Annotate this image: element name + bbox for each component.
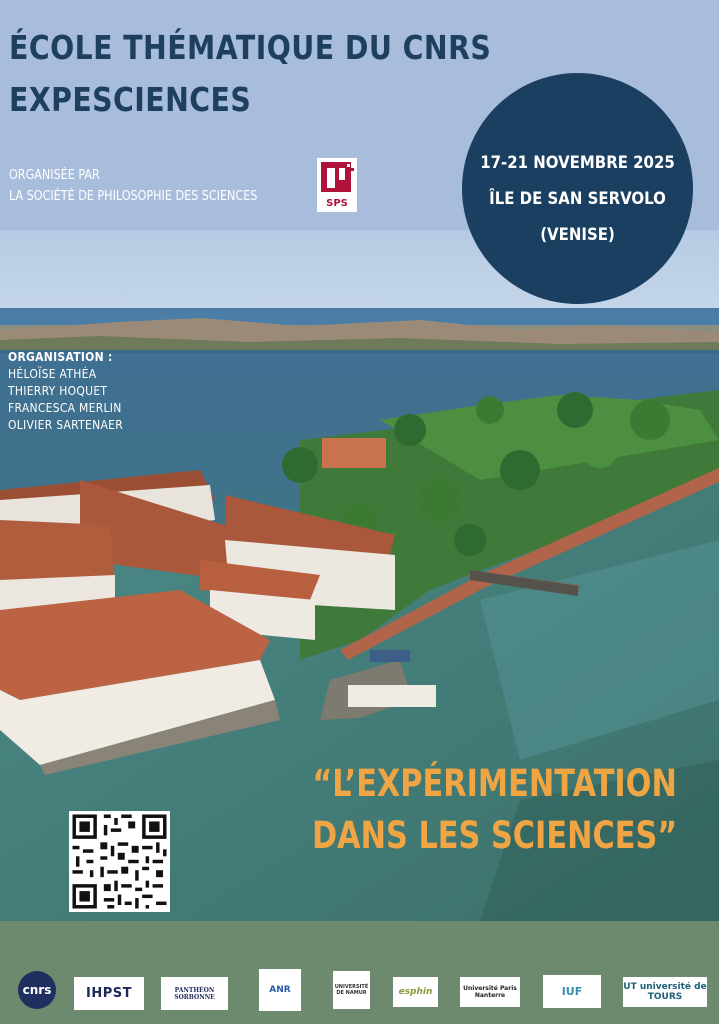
theme-title [312,758,677,862]
organizer-block [9,165,257,207]
organiser-name: OLIVIER SARTENAER [8,418,124,432]
sps-logo-mark-icon [317,158,357,198]
qr-code[interactable] [69,811,170,912]
ihpst-logo: IHPST [74,977,144,1010]
event-city: (VENISE) [540,225,615,245]
organized-by-label: ORGANISÉE PAR [9,168,100,183]
universite-de-namur-logo: UNIVERSITÉ DE NAMUR [333,971,370,1009]
organiser-name: THIERRY HOQUET [8,384,108,398]
theme-line-1: “L’EXPÉRIMENTATION [312,762,677,805]
page-title [9,22,491,126]
event-dates: 17-21 NOVEMBRE 2025 [480,153,675,173]
anr-logo: ANR [259,969,301,1011]
event-place: ÎLE DE SAN SERVOLO [489,189,666,209]
pantheon-sorbonne-logo: PANTHÉON SORBONNE [161,977,228,1010]
universite-paris-nanterre-logo: Université Paris Nanterre [460,977,520,1007]
cnrs-logo: cnrs [18,971,56,1009]
sps-logo [317,158,357,212]
organizer-name: LA SOCIÉTÉ DE PHILOSOPHIE DES SCIENCES [9,189,258,204]
theme-line-2: DANS LES SCIENCES” [312,814,678,857]
sps-logo-text: SPS [326,198,348,209]
title-line-2: EXPESCIENCES [9,80,252,119]
organisation-team [8,349,123,434]
organisation-heading: ORGANISATION : [8,350,113,364]
universite-de-tours-logo: UT université de TOURS [623,977,707,1007]
qr-code-icon [69,811,170,912]
event-info-circle [462,73,693,304]
iuf-logo: IUF [543,975,601,1008]
organiser-name: HÉLOÏSE ATHÉA [8,367,97,381]
organiser-name: FRANCESCA MERLIN [8,401,122,415]
title-line-1: ÉCOLE THÉMATIQUE DU CNRS [9,28,492,67]
esphin-logo: esphin [393,977,438,1007]
